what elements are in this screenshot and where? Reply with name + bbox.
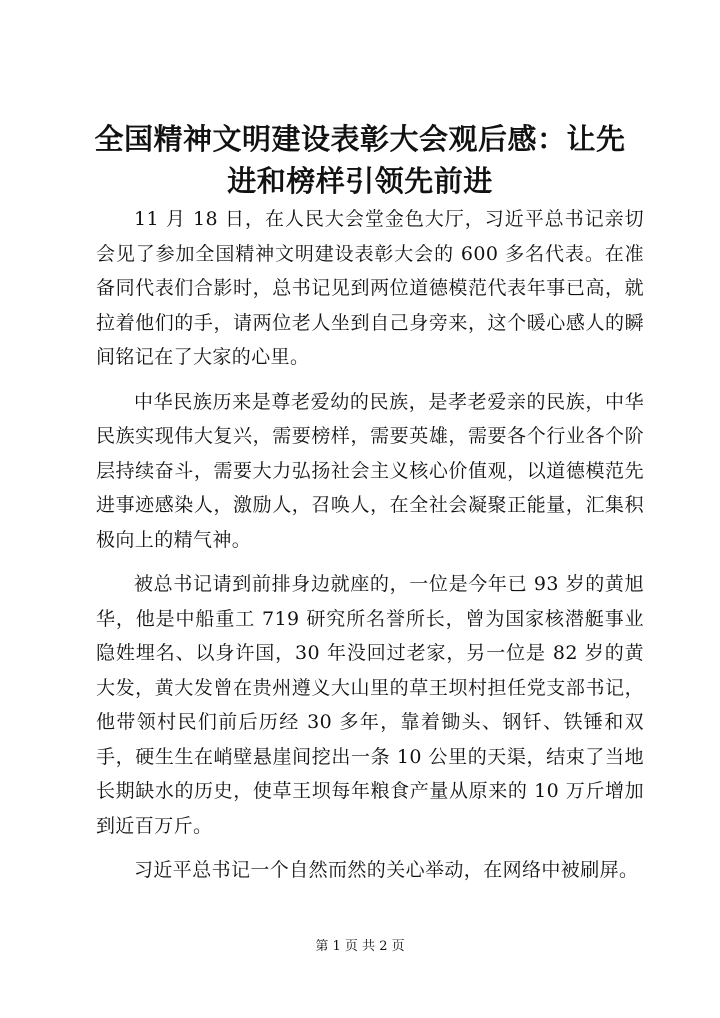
document-body xyxy=(96,202,644,898)
paragraph-3: 被总书记请到前排身边就座的，一位是今年已 93 岁的黄旭华，他是中船重工 719 研究所名誉所长，曾为国家核潜艇事业隐姓埋名、以身许国，30 年没回过老家，另一位是 82 岁的黄大发，黄大发曾在贵州遵义大山里的草王坝村担任党支部书记，他带领村民们前后历经 30 多年，靠着锄头、钢钎、铁锤和双手，硬生生在峭壁悬崖间挖出一条 10 公里的天渠，结束了当地长期缺水的历史，使草王坝每年粮食产量从原来的 10 万斤增加到近百万斤。 xyxy=(96,573,644,837)
paragraph-4: 习近平总书记一个自然而然的关心举动，在网络中被刷屏。 xyxy=(134,859,639,881)
paragraph-1: 11 月 18 日，在人民大会堂金色大厅，习近平总书记亲切会见了参加全国精神文明建设表彰大会的 600 多名代表。在准备同代表们合影时，总书记见到两位道德模范代表年事已高，就拉着他们的手，请两位老人坐到自己身旁来，这个暖心感人的瞬间铭记在了大家的心里。 xyxy=(96,208,644,368)
page-footer: 第 1 页 共 2 页 xyxy=(315,939,405,954)
document-title: 全国精神文明建设表彰大会观后感：让先进和榜样引领先前进 xyxy=(94,122,626,198)
paragraph-2: 中华民族历来是尊老爱幼的民族，是孝老爱亲的民族，中华民族实现伟大复兴，需要榜样，需要英雄，需要各个行业各个阶层持续奋斗，需要大力弘扬社会主义核心价值观，以道德模范先进事迹感染人，激励人，召唤人，在全社会凝聚正能量，汇集积极向上的精气神。 xyxy=(96,390,644,551)
